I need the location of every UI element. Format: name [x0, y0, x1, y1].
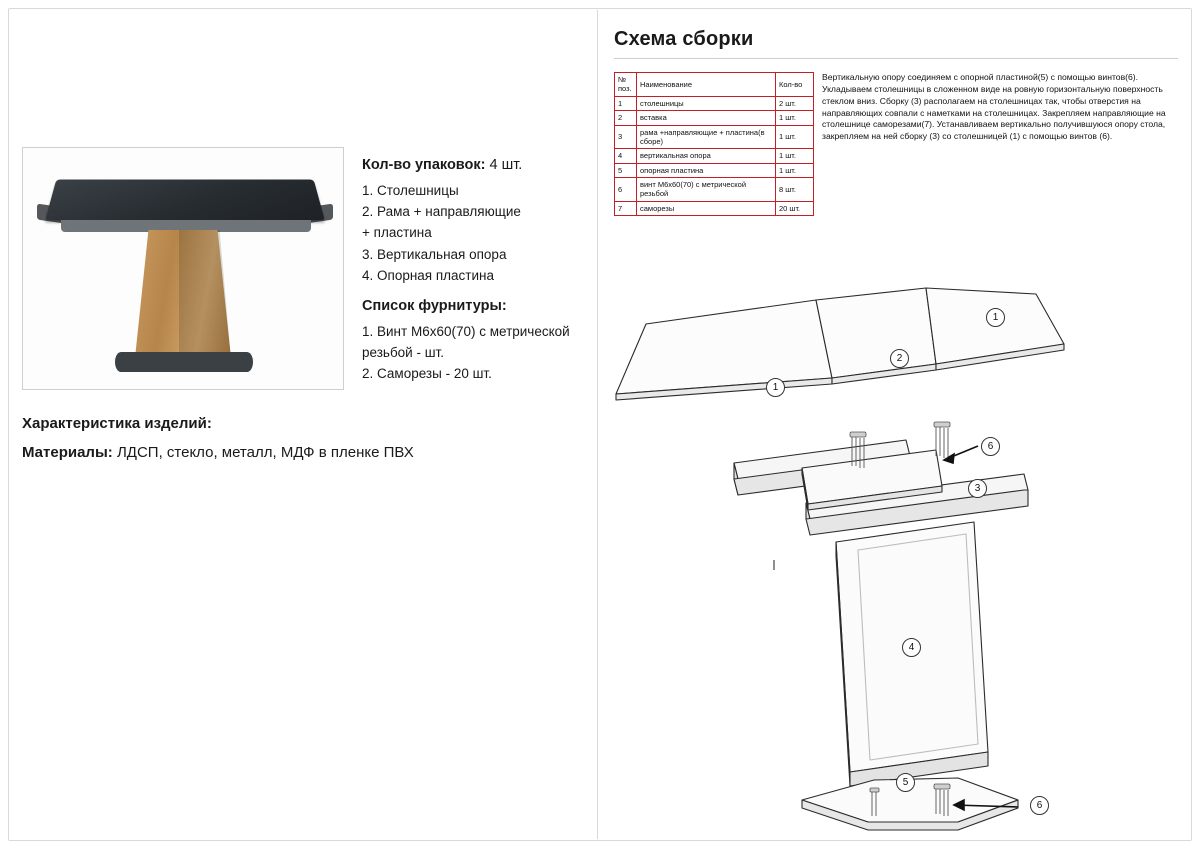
materials-row — [22, 439, 582, 468]
table-leg-shadow — [179, 230, 231, 358]
callout-1-left: 1 — [766, 378, 785, 397]
packages-list — [362, 181, 586, 286]
cell-pos: 3 — [615, 125, 637, 149]
table-row — [615, 201, 814, 215]
assembly-instructions-text: Вертикальную опору соединяем с опорной пластиной(5) с помощью винтов(6). Укладываем столешницы в сложенном виде на ровную горизонтальную поверхность стеклом вниз. Сборку (3) располагаем на столешницах так, чтобы отверстия на направляющих совпали с наметками на столешницах. Закрепляем направляющие на столешнице саморезами(7). Устанавливаем вертикально получившуюся опору стола, закрепляем на ней сборку (3) со столешницей (1) с помощью винтов (6). — [822, 72, 1166, 142]
callout-2-insert: 2 — [890, 349, 909, 368]
packages-value: 4 шт. — [489, 157, 523, 173]
product-photo — [22, 147, 344, 390]
list-item: резьбой - шт. — [362, 345, 444, 360]
cell-qty: 1 шт. — [776, 125, 814, 149]
cell-qty: 1 шт. — [776, 163, 814, 177]
cell-pos: 6 — [615, 178, 637, 202]
column-header-name: Наименование — [637, 73, 776, 97]
left-column — [10, 10, 595, 839]
callout-6-top-screw: 6 — [981, 437, 1000, 456]
column-divider — [597, 10, 598, 839]
cell-name: саморезы — [637, 201, 776, 215]
cell-name: столешницы — [637, 96, 776, 110]
exploded-assembly-diagram — [606, 260, 1192, 835]
table-row — [615, 163, 814, 177]
hardware-list — [362, 322, 586, 385]
table-row — [615, 111, 814, 125]
cell-qty: 2 шт. — [776, 96, 814, 110]
cell-qty: 20 шт. — [776, 201, 814, 215]
table-row — [615, 149, 814, 163]
packages-title-row — [362, 155, 586, 177]
table-glass-surface — [45, 180, 325, 221]
list-item: 4. Опорная пластина — [362, 267, 494, 283]
cell-pos: 4 — [615, 149, 637, 163]
page-title: Схема сборки — [614, 28, 754, 50]
cell-name: винт М6х60(70) с метрической резьбой — [637, 178, 776, 202]
list-item: 3. Вертикальная опора — [362, 246, 507, 262]
title-underline — [614, 58, 1178, 59]
cell-name: опорная пластина — [637, 163, 776, 177]
characteristics-block — [22, 410, 582, 467]
table-header-row — [615, 73, 814, 97]
table-base-plate — [115, 352, 253, 372]
callout-6-bottom-screw: 6 — [1030, 796, 1049, 815]
list-item: 1. Столешницы — [362, 182, 459, 198]
cell-pos: 1 — [615, 96, 637, 110]
hardware-title: Список фурнитуры: — [362, 298, 507, 314]
list-item: + пластина — [362, 225, 432, 241]
table-row — [615, 178, 814, 202]
cell-pos: 2 — [615, 111, 637, 125]
cell-qty: 1 шт. — [776, 149, 814, 163]
table-row — [615, 96, 814, 110]
table-row — [615, 125, 814, 149]
packaging-info — [362, 155, 586, 386]
diagram-svg — [606, 260, 1192, 835]
callout-5-base-plate: 5 — [896, 773, 915, 792]
column-header-pos: № поз. — [615, 73, 637, 97]
materials-value: ЛДСП, стекло, металл, МДФ в пленке ПВХ — [116, 443, 414, 461]
packages-title: Кол-во упаковок: — [362, 157, 486, 173]
cell-pos: 5 — [615, 163, 637, 177]
cell-name: вставка — [637, 111, 776, 125]
list-item: 2. Саморезы - 20 шт. — [362, 366, 492, 382]
list-item: 2. Рама + направляющие — [362, 204, 521, 219]
cell-name: рама +направляющие + пластина(в сборе) — [637, 125, 776, 149]
cell-qty: 1 шт. — [776, 111, 814, 125]
callout-3-frame: 3 — [968, 479, 987, 498]
list-item: 1. Винт М6х60(70) с метрической — [362, 323, 570, 339]
right-column — [600, 10, 1192, 839]
parts-table — [614, 72, 814, 216]
column-header-qty: Кол-во — [776, 73, 814, 97]
table-top-illustration — [35, 176, 335, 232]
callout-1-right: 1 — [986, 308, 1005, 327]
cell-name: вертикальная опора — [637, 149, 776, 163]
materials-label: Материалы: — [22, 443, 113, 461]
characteristics-title: Характеристика изделий: — [22, 415, 212, 432]
cell-qty: 8 шт. — [776, 178, 814, 202]
callout-4-support: 4 — [902, 638, 921, 657]
cell-pos: 7 — [615, 201, 637, 215]
